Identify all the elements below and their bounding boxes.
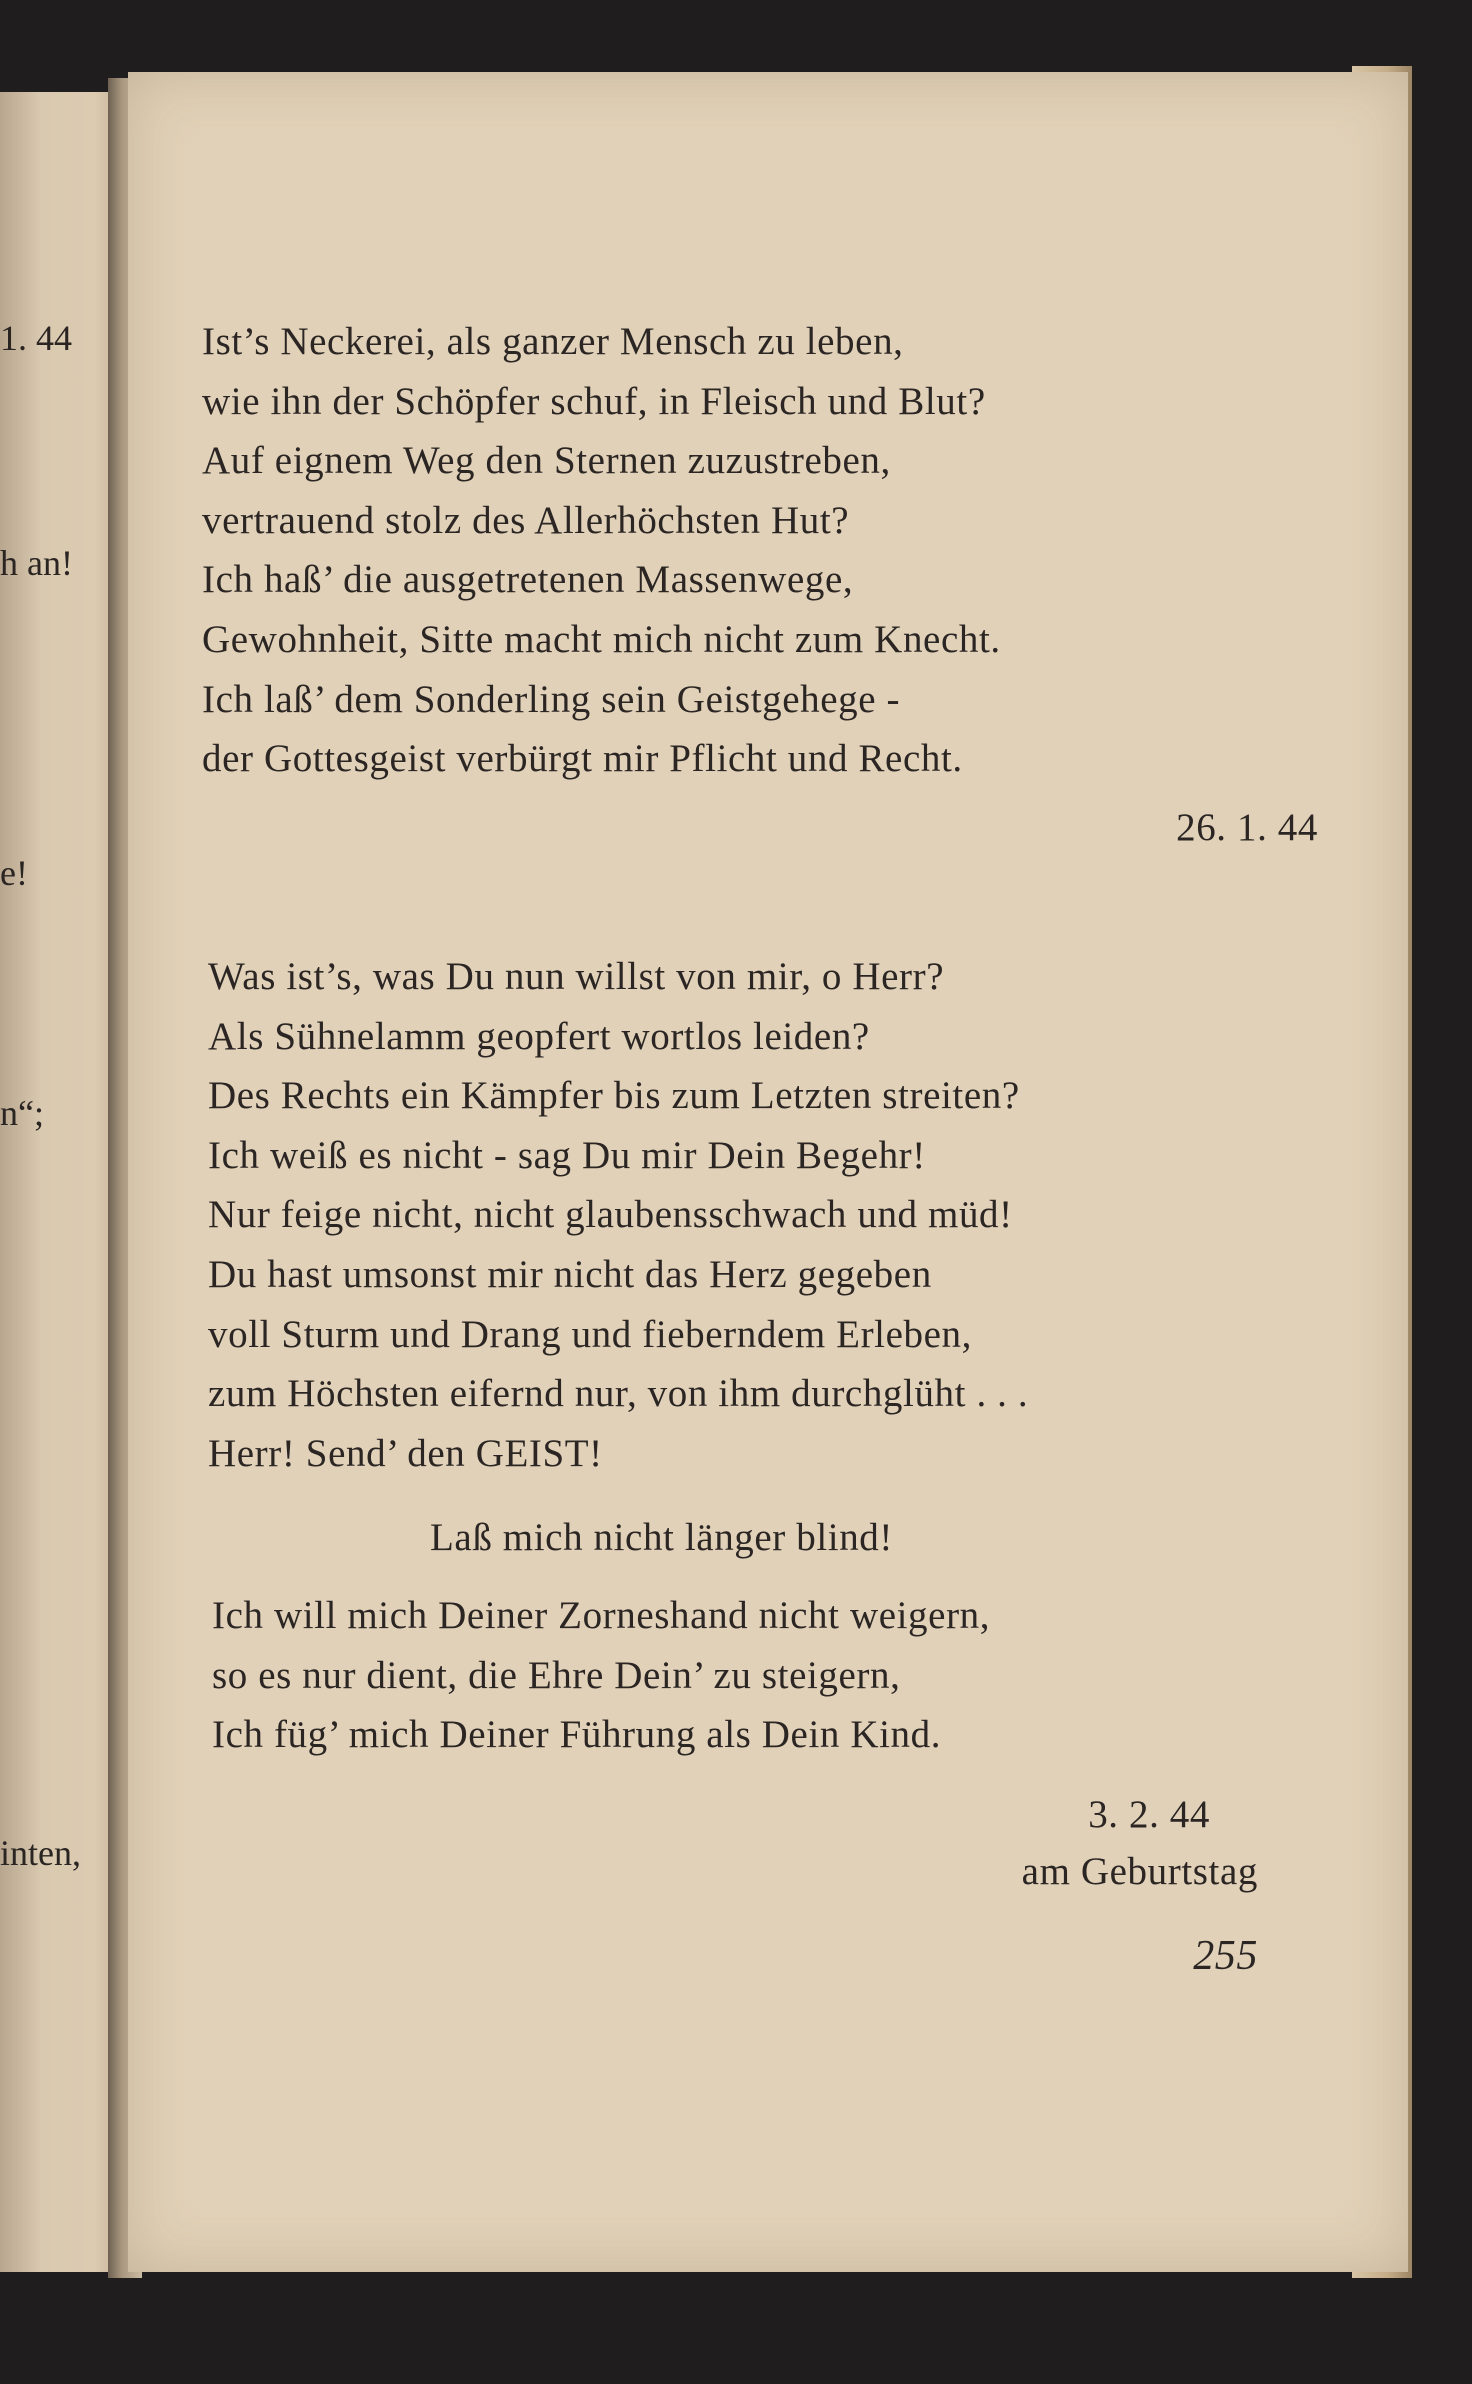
left-page-fragment: h an! (0, 543, 73, 583)
stanza-1 (202, 312, 1001, 789)
poem-line: Herr! Send’ den GEIST! (208, 1431, 603, 1475)
poem-line: Du hast umsonst mir nicht das Herz gegeben (208, 1252, 932, 1296)
poem-line: Gewohnheit, Sitte macht mich nicht zum Knecht. (202, 617, 1001, 661)
poem-line: Ich haß’ die ausgetretenen Massenwege, (202, 558, 854, 602)
poem-line: so es nur dient, die Ehre Dein’ zu steigern, (212, 1653, 901, 1697)
poem-line: vertrauend stolz des Allerhöchsten Hut? (202, 498, 850, 542)
poem-line: Ich will mich Deiner Zorneshand nicht weigern, (212, 1594, 991, 1637)
poem-line: Auf eignem Weg den Sternen zuzustreben, (202, 439, 891, 483)
stanza-3 (212, 1586, 990, 1765)
poem-line: Was ist’s, was Du nun willst von mir, o Herr? (208, 955, 945, 998)
page-number: 255 (1193, 1933, 1258, 1979)
poem-line: Ich weiß es nicht - sag Du mir Dein Begehr! (208, 1133, 926, 1177)
poem-line-indented: Laß mich nicht länger blind! (430, 1516, 893, 1559)
poem-line: Nur feige nicht, nicht glaubensschwach und müd! (208, 1193, 1013, 1237)
poem-line: voll Sturm und Drang und fieberndem Erleben, (208, 1312, 972, 1356)
poem-date: 3. 2. 44 (1088, 1793, 1210, 1836)
left-page-fragment: e! (0, 853, 28, 893)
stanza-2 (208, 947, 1028, 1483)
poem-line: Des Rechts ein Kämpfer bis zum Letzten streiten? (208, 1074, 1020, 1118)
poem-line: Ich füg’ mich Deiner Führung als Dein Kind. (212, 1713, 942, 1757)
left-page-fragment: inten, (0, 1833, 81, 1873)
poem-line: Als Sühnelamm geopfert wortlos leiden? (208, 1014, 870, 1058)
poem-line: Ich laß’ dem Sonderling sein Geistgehege - (202, 677, 901, 721)
book-page (128, 72, 1408, 2272)
poem-line: Ist’s Neckerei, als ganzer Mensch zu leben, (202, 320, 904, 363)
poem-line: zum Höchsten eifernd nur, von ihm durchglüht . . . (208, 1372, 1029, 1416)
poem-date: 26. 1. 44 (1176, 806, 1318, 849)
left-facing-page (0, 92, 118, 2272)
poem-line: wie ihn der Schöpfer schuf, in Fleisch und Blut? (202, 379, 986, 423)
left-page-fragment: n“; (0, 1093, 44, 1133)
poem-occasion: am Geburtstag (1021, 1850, 1258, 1893)
left-page-fragment: 1. 44 (0, 318, 72, 358)
poem-line: der Gottesgeist verbürgt mir Pflicht und Recht. (202, 737, 963, 781)
